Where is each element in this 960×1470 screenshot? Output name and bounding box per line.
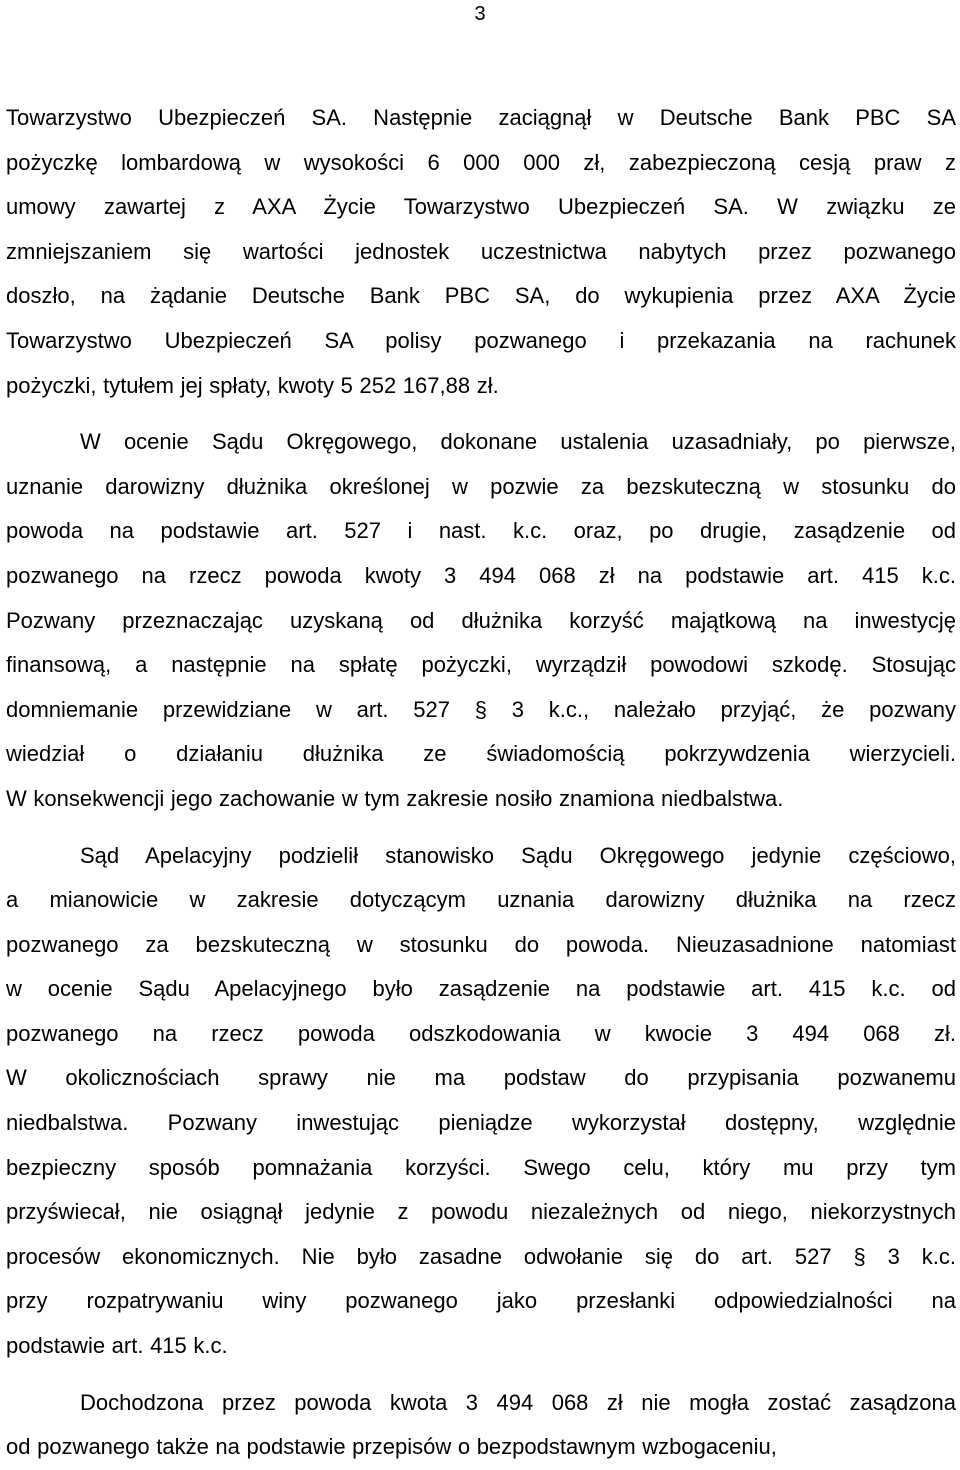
text-line: a mianowicie w zakresie dotyczącym uznania darowizny dłużnika na rzecz bbox=[6, 887, 956, 913]
paragraph bbox=[6, 96, 956, 408]
text-line: niedbalstwa. Pozwany inwestując pieniądze wykorzystał dostępny, względnie bbox=[6, 1110, 956, 1136]
text-line: Sąd Apelacyjny podzielił stanowisko Sądu Okręgowego jedynie częściowo, bbox=[80, 842, 956, 868]
text-line: procesów ekonomicznych. Nie było zasadne odwołanie się do art. 527 § 3 k.c. bbox=[6, 1243, 956, 1269]
paragraph bbox=[6, 1381, 956, 1470]
document-body bbox=[6, 96, 956, 1470]
text-line: pozwanego na rzecz powoda odszkodowania w kwocie 3 494 068 zł. bbox=[6, 1020, 956, 1046]
text-line: Pozwany przeznaczając uzyskaną od dłużnika korzyść majątkową na inwestycję bbox=[6, 607, 956, 633]
text-line: Towarzystwo Ubezpieczeń SA polisy pozwanego i przekazania na rachunek bbox=[6, 327, 956, 353]
text-line: bezpieczny sposób pomnażania korzyści. Swego celu, który mu przy tym bbox=[6, 1154, 956, 1180]
text-line: W ocenie Sądu Okręgowego, dokonane ustalenia uzasadniały, po pierwsze, bbox=[80, 429, 956, 455]
text-line: podstawie art. 415 k.c. bbox=[6, 1333, 228, 1359]
text-line: pozwanego za bezskuteczną w stosunku do powoda. Nieuzasadnione natomiast bbox=[6, 931, 956, 957]
text-line: powoda na podstawie art. 527 i nast. k.c. oraz, po drugie, zasądzenie od bbox=[6, 518, 956, 544]
text-line: przy rozpatrywaniu winy pozwanego jako przesłanki odpowiedzialności na bbox=[6, 1288, 956, 1314]
text-line: od pozwanego także na podstawie przepisów o bezpodstawnym wzbogaceniu, bbox=[6, 1434, 777, 1460]
text-line: uznanie darowizny dłużnika określonej w pozwie za bezskuteczną w stosunku do bbox=[6, 473, 956, 499]
paragraph bbox=[6, 420, 956, 821]
text-line: pozwanego na rzecz powoda kwoty 3 494 068 zł na podstawie art. 415 k.c. bbox=[6, 562, 956, 588]
text-line: pożyczkę lombardową w wysokości 6 000 000 zł, zabezpieczoną cesją praw z bbox=[6, 149, 956, 175]
text-line: umowy zawartej z AXA Życie Towarzystwo Ubezpieczeń SA. W związku ze bbox=[6, 194, 956, 220]
text-line: W konsekwencji jego zachowanie w tym zakresie nosiło znamiona niedbalstwa. bbox=[6, 785, 784, 811]
text-line: W okolicznościach sprawy nie ma podstaw do przypisania pozwanemu bbox=[6, 1065, 956, 1091]
text-line: zmniejszaniem się wartości jednostek uczestnictwa nabytych przez pozwanego bbox=[6, 238, 956, 264]
text-line: finansową, a następnie na spłatę pożyczki, wyrządził powodowi szkodę. Stosując bbox=[6, 652, 956, 678]
paragraph-gap bbox=[6, 822, 956, 834]
text-line: pożyczki, tytułem jej spłaty, kwoty 5 252 167,88 zł. bbox=[6, 372, 499, 398]
paragraph bbox=[6, 834, 956, 1369]
paragraph-gap bbox=[6, 408, 956, 420]
text-line: przyświecał, nie osiągnął jedynie z powodu niezależnych od niego, niekorzystnych bbox=[6, 1199, 956, 1225]
text-line: wiedział o działaniu dłużnika ze świadomością pokrzywdzenia wierzycieli. bbox=[6, 741, 956, 767]
text-line: domniemanie przewidziane w art. 527 § 3 k.c., należało przyjąć, że pozwany bbox=[6, 696, 956, 722]
text-line: doszło, na żądanie Deutsche Bank PBC SA, do wykupienia przez AXA Życie bbox=[6, 283, 956, 309]
text-line: Dochodzona przez powoda kwota 3 494 068 zł nie mogła zostać zasądzona bbox=[80, 1389, 956, 1415]
page-number: 3 bbox=[474, 3, 486, 25]
text-line: w ocenie Sądu Apelacyjnego było zasądzenie na podstawie art. 415 k.c. od bbox=[6, 976, 956, 1002]
paragraph-gap bbox=[6, 1369, 956, 1381]
text-line: Towarzystwo Ubezpieczeń SA. Następnie zaciągnął w Deutsche Bank PBC SA bbox=[6, 105, 956, 130]
